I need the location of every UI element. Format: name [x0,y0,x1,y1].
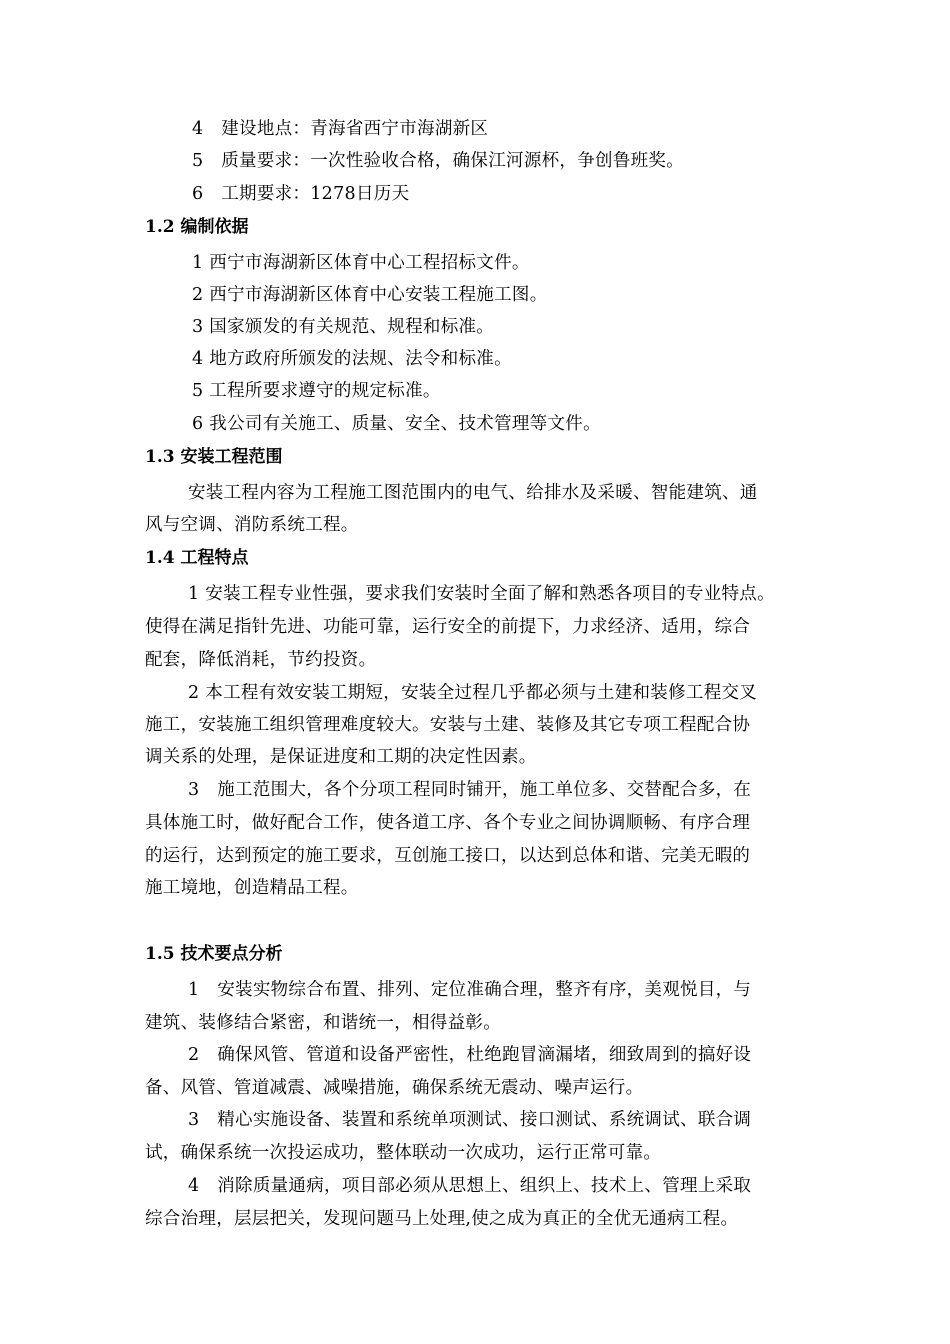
quality-requirement: 5 质量要求：一次性验收合格，确保江河源杯，争创鲁班奖。 [192,151,685,171]
section-heading-1-5: 1.5 技术要点分析 [145,944,283,964]
basis-item: 4 地方政府所颁发的法规、法令和标准。 [192,349,512,369]
section-heading-1-3: 1.3 安装工程范围 [145,447,283,467]
feature-paragraph-line: 施工，安装施工组织管理难度较大。安装与土建、装修及其它专项工程配合协 [145,715,751,735]
basis-item: 1 西宁市海湖新区体育中心工程招标文件。 [192,253,530,273]
feature-paragraph-line: 的运行，达到预定的施工要求，互创施工接口，以达到总体和谐、完美无暇的 [145,846,751,866]
feature-paragraph-line: 2 本工程有效安装工期短，安装全过程几乎都必须与土建和装修工程交叉 [188,683,758,703]
basis-item: 6 我公司有关施工、质量、安全、技术管理等文件。 [192,414,601,434]
scope-paragraph-line: 安装工程内容为工程施工图范围内的电气、给排水及采暖、智能建筑、通 [188,483,758,503]
project-location: 4 建设地点：青海省西宁市海湖新区 [192,119,489,139]
basis-item: 5 工程所要求遵守的规定标准。 [192,381,441,401]
basis-item: 2 西宁市海湖新区体育中心安装工程施工图。 [192,285,548,305]
feature-paragraph-line: 具体施工时，做好配合工作，使各道工序、各个专业之间协调顺畅、有序合理 [145,813,751,833]
feature-paragraph-line: 施工境地，创造精品工程。 [145,878,359,898]
schedule-requirement: 6 工期要求：1278日历天 [192,184,410,204]
feature-paragraph-line: 调关系的处理，是保证进度和工期的决定性因素。 [145,747,537,767]
feature-paragraph-line: 3 施工范围大，各个分项工程同时铺开，施工单位多、交替配合多，在 [188,780,752,800]
basis-item: 3 国家颁发的有关规范、规程和标准。 [192,317,495,337]
feature-paragraph-line: 1 安装工程专业性强，要求我们安装时全面了解和熟悉各项目的专业特点。 [188,584,775,604]
feature-paragraph-line: 配套，降低消耗，节约投资。 [145,650,377,670]
key-point-line: 备、风管、管道减震、减噪措施，确保系统无震动、噪声运行。 [145,1078,644,1098]
feature-paragraph-line: 使得在满足指针先进、功能可靠，运行安全的前提下，力求经济、适用，综合 [145,617,751,637]
scope-paragraph-line: 风与空调、消防系统工程。 [145,515,359,535]
section-heading-1-4: 1.4 工程特点 [145,548,249,568]
section-heading-1-2: 1.2 编制依据 [145,217,249,237]
key-point-line: 综合治理，层层把关，发现问题马上处理,使之成为真正的全优无通病工程。 [145,1209,739,1229]
key-point-line: 4 消除质量通病，项目部必须从思想上、组织上、技术上、管理上采取 [188,1176,752,1196]
key-point-line: 试，确保系统一次投运成功，整体联动一次成功，运行正常可靠。 [145,1143,662,1163]
key-point-line: 2 确保风管、管道和设备严密性，杜绝跑冒滴漏堵，细致周到的搞好设 [188,1045,752,1065]
key-point-line: 3 精心实施设备、装置和系统单项测试、接口测试、系统调试、联合调 [188,1110,752,1130]
key-point-line: 1 安装实物综合布置、排列、定位准确合理，整齐有序，美观悦目，与 [188,980,752,1000]
key-point-line: 建筑、装修结合紧密，和谐统一，相得益彰。 [145,1013,501,1033]
